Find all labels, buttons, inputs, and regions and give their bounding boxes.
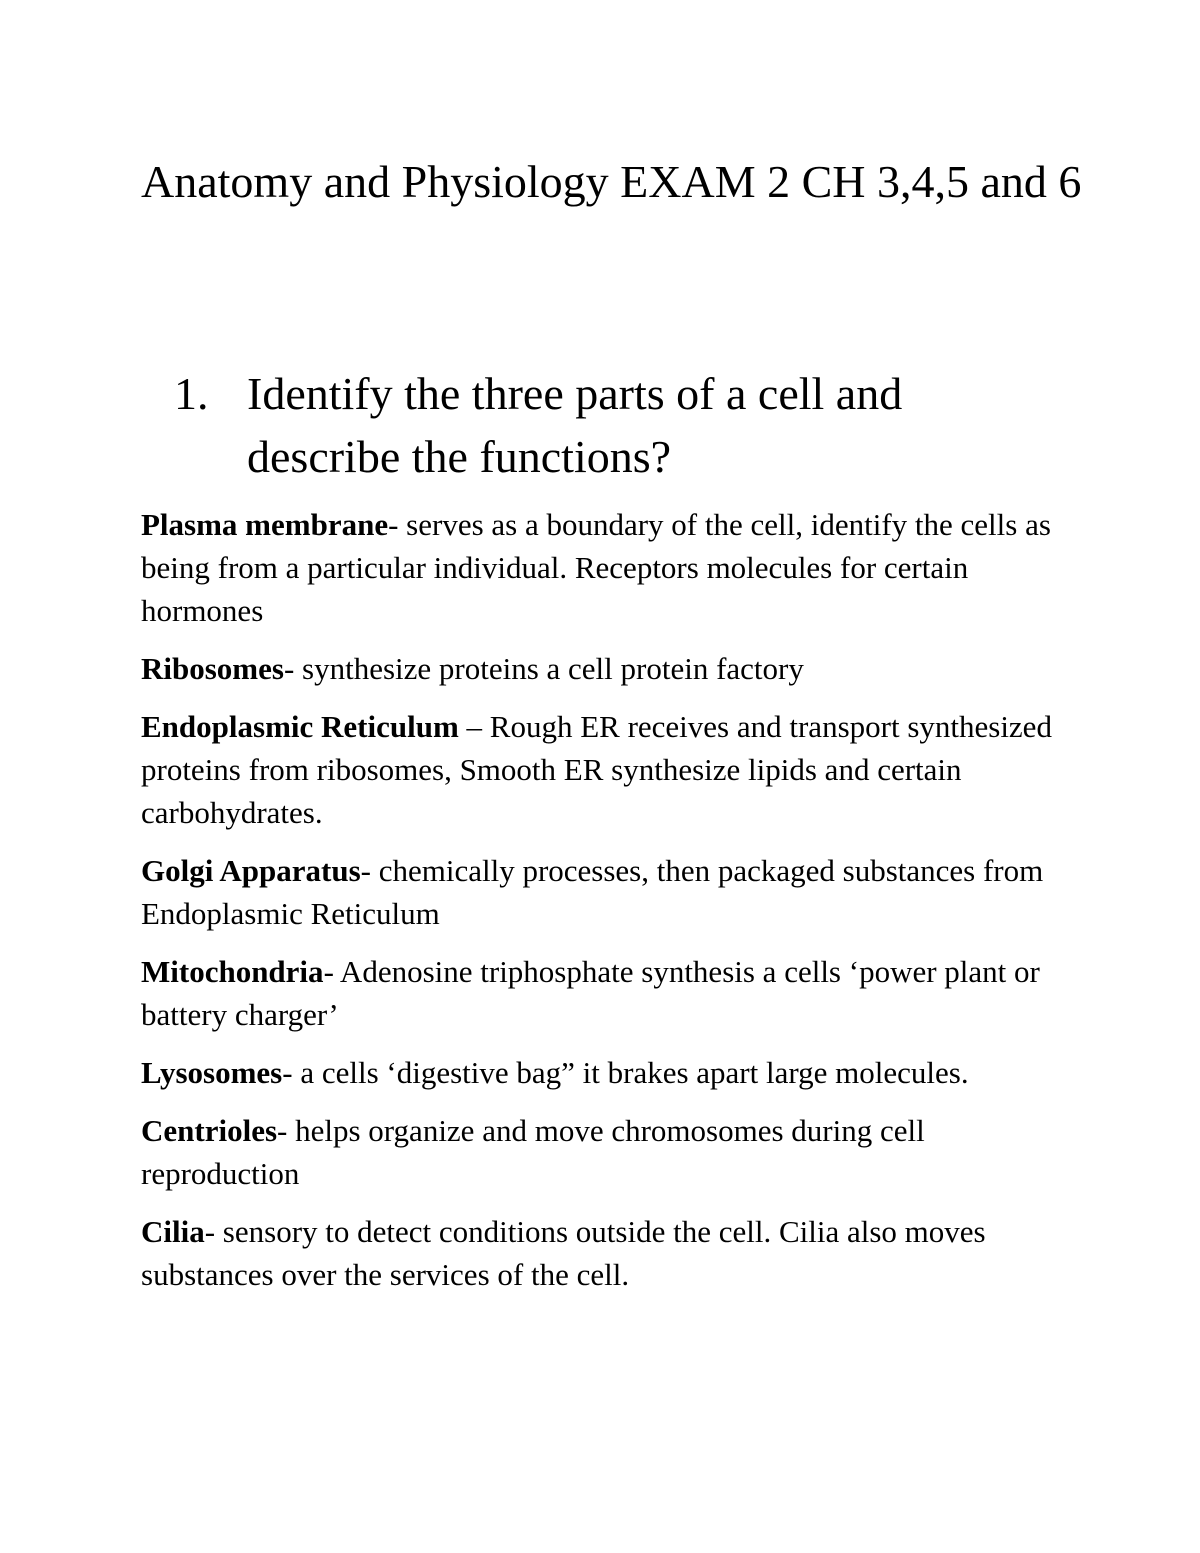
- question-text: Identify the three parts of a cell and describe the functions?: [247, 368, 903, 482]
- definition-term: Centrioles: [141, 1113, 278, 1148]
- definition-entry: [141, 950, 1061, 1036]
- definition-text: - sensory to detect conditions outside the cell. Cilia also moves substances over the services of the cell.: [141, 1214, 986, 1292]
- definition-text: - synthesize proteins a cell protein factory: [283, 651, 804, 686]
- definition-text: - a cells ‘digestive bag” it brakes apart large molecules.: [282, 1055, 969, 1090]
- definition-entry: [141, 1051, 1061, 1094]
- definition-term: Lysosomes: [141, 1055, 283, 1090]
- definition-text: - helps organize and move chromosomes during cell reproduction: [141, 1113, 925, 1191]
- definition-text: – Rough ER receives and transport synthesized proteins from ribosomes, Smooth ER synthesize lipids and certain carbohydrates.: [141, 709, 1052, 830]
- document-title: Anatomy and Physiology EXAM 2 CH 3,4,5 and 6: [141, 156, 1082, 207]
- definition-list: [141, 503, 1061, 1311]
- definition-entry: [141, 849, 1061, 935]
- definition-entry: [141, 647, 1061, 690]
- definition-term: Ribosomes: [141, 651, 284, 686]
- definition-text: - Adenosine triphosphate synthesis a cells ‘power plant or battery charger’: [141, 954, 1040, 1032]
- definition-term: Endoplasmic Reticulum: [141, 709, 459, 744]
- definition-term: Golgi Apparatus: [141, 853, 361, 888]
- definition-entry: [141, 503, 1061, 632]
- definition-entry: [141, 1210, 1061, 1296]
- definition-entry: [141, 1109, 1061, 1195]
- question-item: [174, 362, 1060, 488]
- definition-text: - chemically processes, then packaged substances from Endoplasmic Reticulum: [141, 853, 1044, 931]
- definition-text: - serves as a boundary of the cell, identify the cells as being from a particular individual. Receptors molecules for certain hormones: [141, 507, 1051, 628]
- definition-term: Cilia: [141, 1214, 205, 1249]
- question-number: 1.: [174, 368, 209, 419]
- definition-entry: [141, 705, 1061, 834]
- definition-term: Mitochondria: [141, 954, 324, 989]
- definition-term: Plasma membrane: [141, 507, 389, 542]
